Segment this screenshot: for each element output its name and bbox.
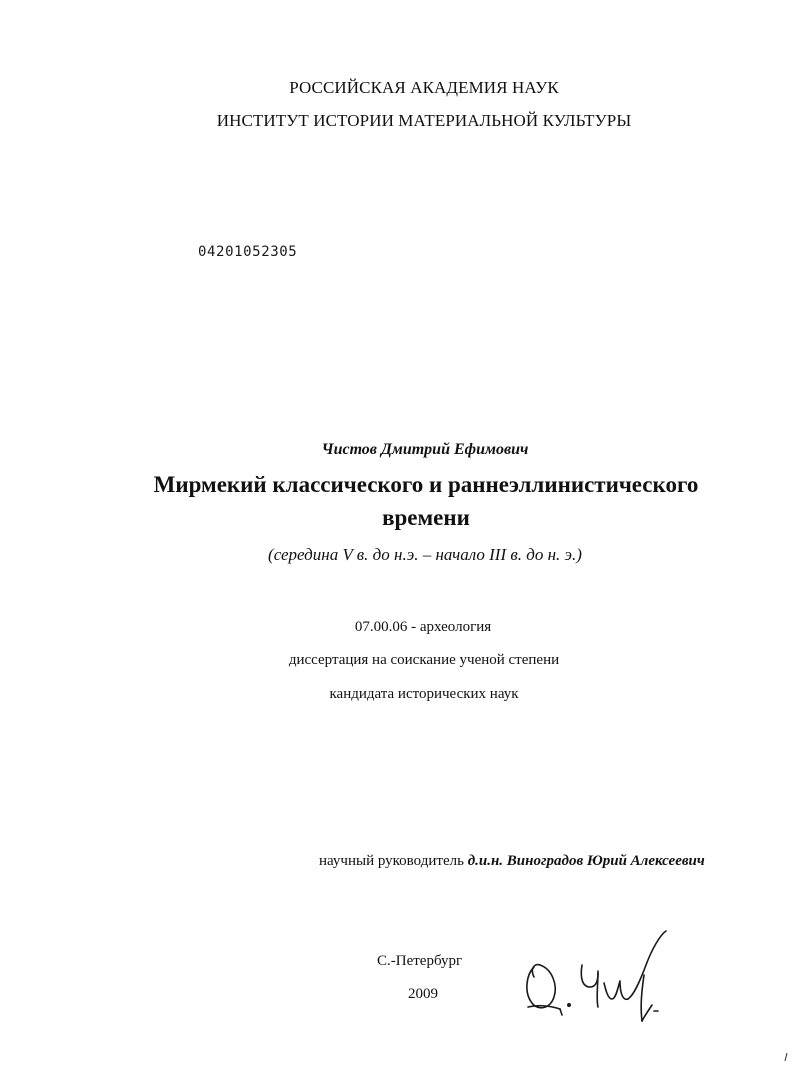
degree-line: кандидата исторических наук [329, 686, 519, 702]
author-name: Чистов Дмитрий Ефимович [321, 441, 529, 458]
advisor-line [319, 853, 705, 870]
handwritten-signature [520, 925, 680, 1030]
academy-name: РОССИЙСКАЯ АКАДЕМИЯ НАУК [289, 78, 559, 97]
archive-code: 04201052305 [198, 244, 298, 260]
title-period-subtitle: (середина V в. до н.э. – начало III в. до н. э.) [268, 545, 582, 564]
institute-name: ИНСТИТУТ ИСТОРИИ МАТЕРИАЛЬНОЙ КУЛЬТУРЫ [216, 111, 632, 130]
year: 2009 [408, 986, 438, 1002]
title-line-1: Мирмекий классического и раннеэллинистического [153, 472, 699, 497]
scan-artifact-mark [784, 1052, 788, 1062]
specialty-code: 07.00.06 - археология [354, 619, 492, 635]
dissertation-line: диссертация на соискание ученой степени [288, 652, 560, 668]
title-line-2: времени [382, 505, 470, 530]
city: С.-Петербург [377, 953, 463, 969]
advisor-label: научный руководитель [319, 853, 464, 869]
advisor-name: д.и.н. Виноградов Юрий Алексеевич [467, 853, 705, 869]
